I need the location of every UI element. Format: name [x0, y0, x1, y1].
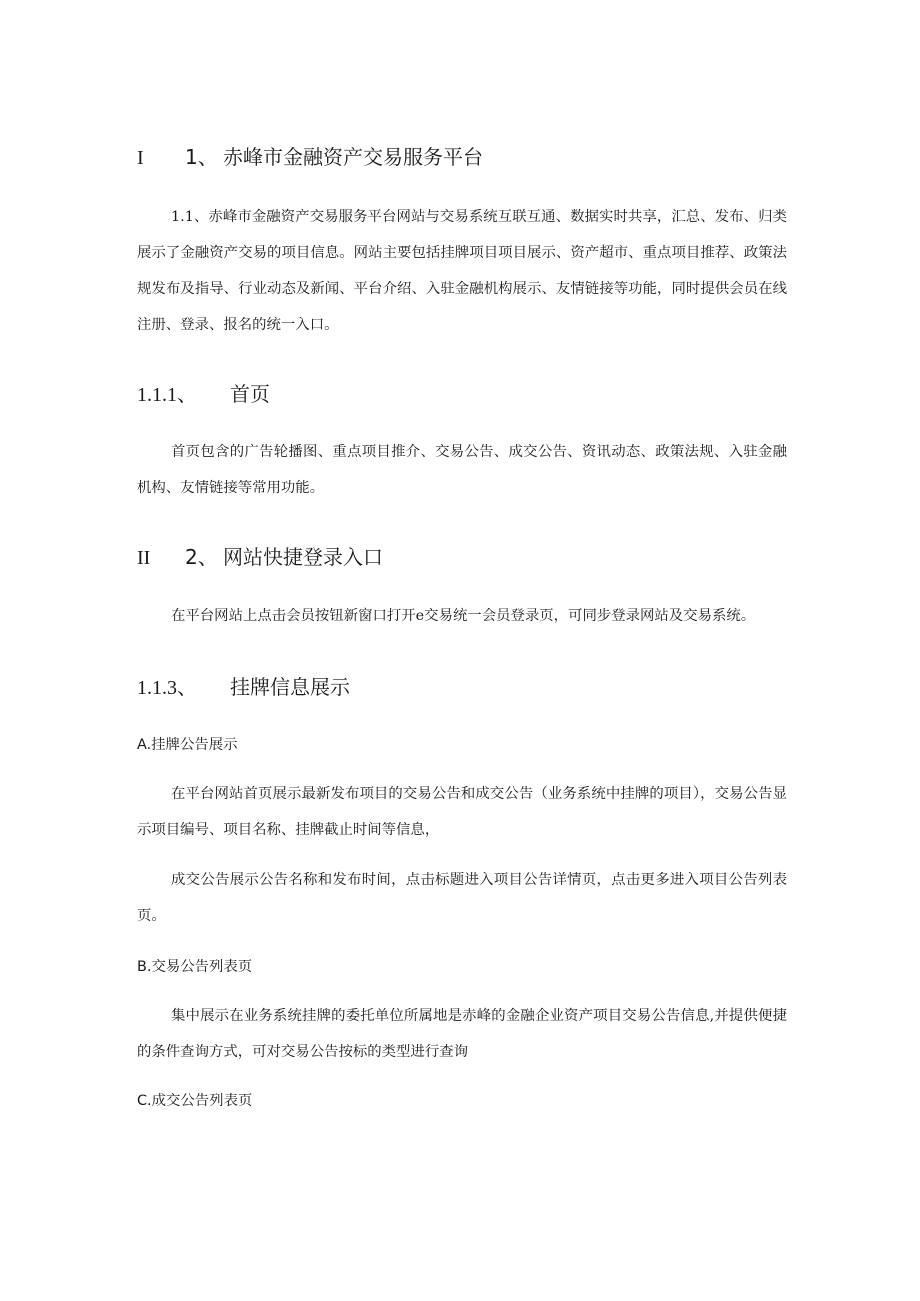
heading-number: 1、	[185, 145, 218, 169]
heading-section-1-1-1	[137, 380, 270, 409]
subheading-b: B.交易公告列表页	[137, 959, 253, 975]
paragraph-login: 在平台网站上点击会员按钮新窗口打开e交易统一会员登录页，可同步登录网站及交易系统。	[171, 608, 756, 624]
paragraph-b: 集中展示在业务系统挂牌的委托单位所属地是赤峰的金融企业资产项目交易公告信息,并提供便捷的条件查询方式，可对交易公告按标的类型进行查询	[137, 1008, 787, 1060]
heading-number: 1.1.3、	[137, 677, 197, 699]
heading-section-1	[137, 143, 483, 172]
heading-roman-numeral: I	[137, 147, 144, 169]
heading-title: 赤峰市金融资产交易服务平台	[223, 145, 483, 169]
heading-roman-numeral: II	[137, 547, 151, 569]
heading-section-2	[137, 543, 383, 572]
heading-section-1-1-3	[137, 673, 350, 702]
heading-title: 网站快捷登录入口	[223, 545, 383, 569]
heading-title: 挂牌信息展示	[230, 675, 350, 699]
paragraph-homepage: 首页包含的广告轮播图、重点项目推介、交易公告、成交公告、资讯动态、政策法规、入驻金融机构、友情链接等常用功能。	[137, 444, 787, 496]
subheading-c: C.成交公告列表页	[137, 1093, 253, 1109]
paragraph-platform-intro: 1.1、赤峰市金融资产交易服务平台网站与交易系统互联互通、数据实时共享，汇总、发布、归类展示了金融资产交易的项目信息。网站主要包括挂牌项目项目展示、资产超市、重点项目推荐、政策法规发布及指导、行业动态及新闻、平台介绍、入驻金融机构展示、友情链接等功能，同时提供会员在线注册、登录、报名的统一入口。	[137, 209, 787, 333]
heading-title: 首页	[230, 382, 270, 406]
heading-number: 1.1.1、	[137, 384, 197, 406]
subheading-a: A.挂牌公告展示	[137, 737, 238, 753]
heading-number: 2、	[185, 545, 218, 569]
paragraph-a1: 在平台网站首页展示最新发布项目的交易公告和成交公告（业务系统中挂牌的项目），交易公告显示项目编号、项目名称、挂牌截止时间等信息，	[137, 786, 787, 838]
paragraph-a2: 成交公告展示公告名称和发布时间，点击标题进入项目公告详情页，点击更多进入项目公告列表页。	[137, 872, 787, 924]
